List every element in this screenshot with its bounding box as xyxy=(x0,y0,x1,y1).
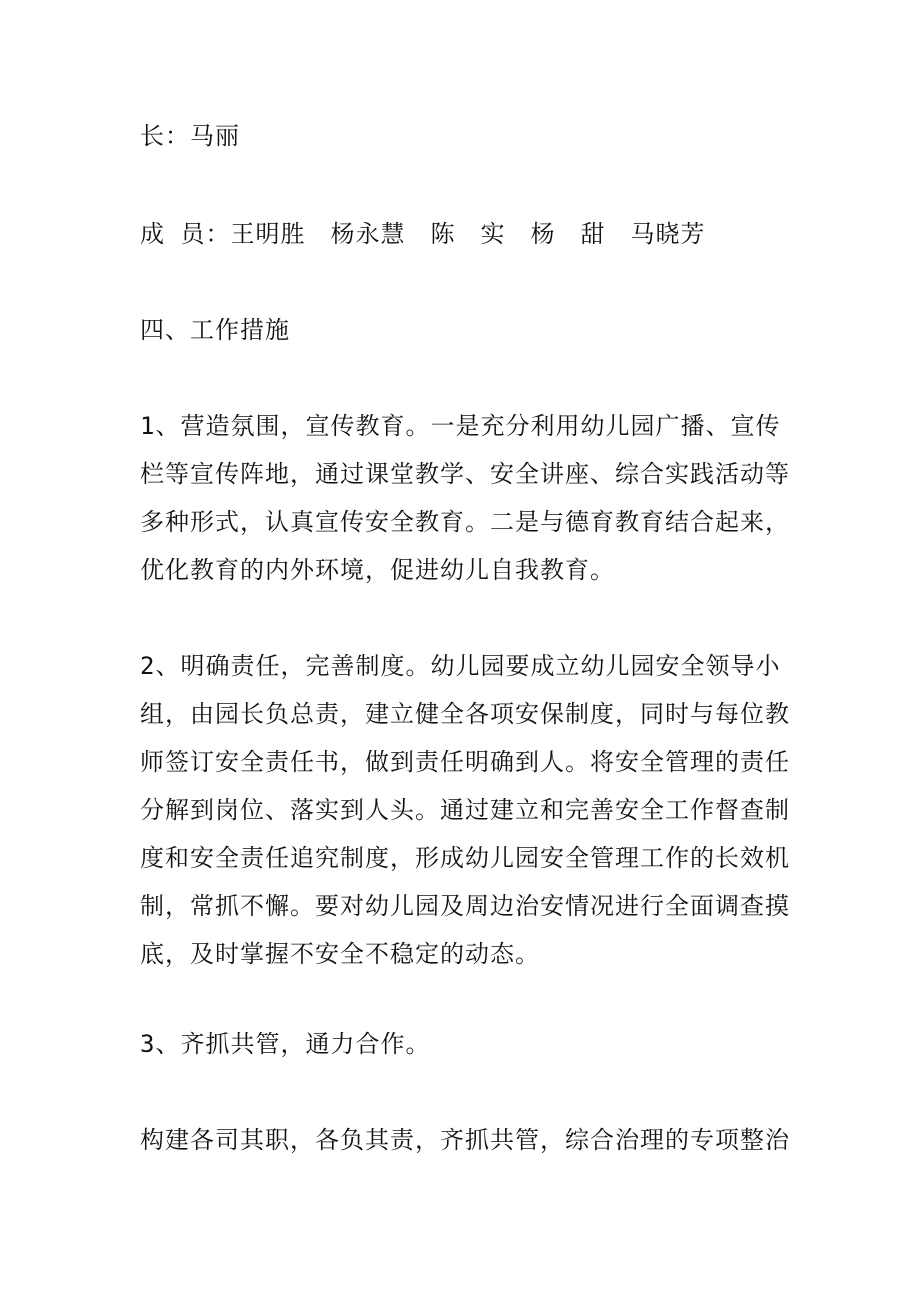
paragraph-4 xyxy=(140,1116,790,1164)
paragraph-2-line: 师签订安全责任书，做到责任明确到人。将安全管理的责任 xyxy=(140,748,790,776)
leader-line xyxy=(140,112,780,160)
paragraph-2-line: 底，及时掌握不安全不稳定的动态。 xyxy=(140,940,540,968)
leader-text: 长：马丽 xyxy=(140,122,240,150)
paragraph-3-heading-text: 3、齐抓共管，通力合作。 xyxy=(140,1030,431,1058)
members-line xyxy=(140,210,780,258)
members-text: 成 员：王明胜 杨永慧 陈 实 杨 甜 马晓芳 xyxy=(140,220,706,248)
paragraph-2-line: 2、明确责任，完善制度。幼儿园要成立幼儿园安全领导小 xyxy=(140,652,781,680)
paragraph-2 xyxy=(140,642,790,978)
paragraph-1-line: 多种形式，认真宣传安全教育。二是与德育教育结合起来， xyxy=(140,508,790,536)
paragraph-1-line: 栏等宣传阵地，通过课堂教学、安全讲座、综合实践活动等 xyxy=(140,460,790,488)
paragraph-3-heading xyxy=(140,1020,780,1068)
paragraph-2-line: 度和安全责任追究制度，形成幼儿园安全管理工作的长效机 xyxy=(140,844,790,872)
paragraph-4-line: 构建各司其职，各负其责，齐抓共管，综合治理的专项整治 xyxy=(140,1126,790,1154)
paragraph-2-line: 制，常抓不懈。要对幼儿园及周边治安情况进行全面调查摸 xyxy=(140,892,790,920)
section-heading-text: 四、工作措施 xyxy=(140,316,290,344)
paragraph-1 xyxy=(140,402,790,594)
paragraph-2-line: 分解到岗位、落实到人头。通过建立和完善安全工作督查制 xyxy=(140,796,790,824)
paragraph-1-line: 1、营造氛围，宣传教育。一是充分利用幼儿园广播、宣传 xyxy=(140,412,781,440)
paragraph-1-line: 优化教育的内外环境，促进幼儿自我教育。 xyxy=(140,556,615,584)
section-heading xyxy=(140,306,780,354)
paragraph-2-line: 组，由园长负总责，建立健全各项安保制度，同时与每位教 xyxy=(140,700,790,728)
